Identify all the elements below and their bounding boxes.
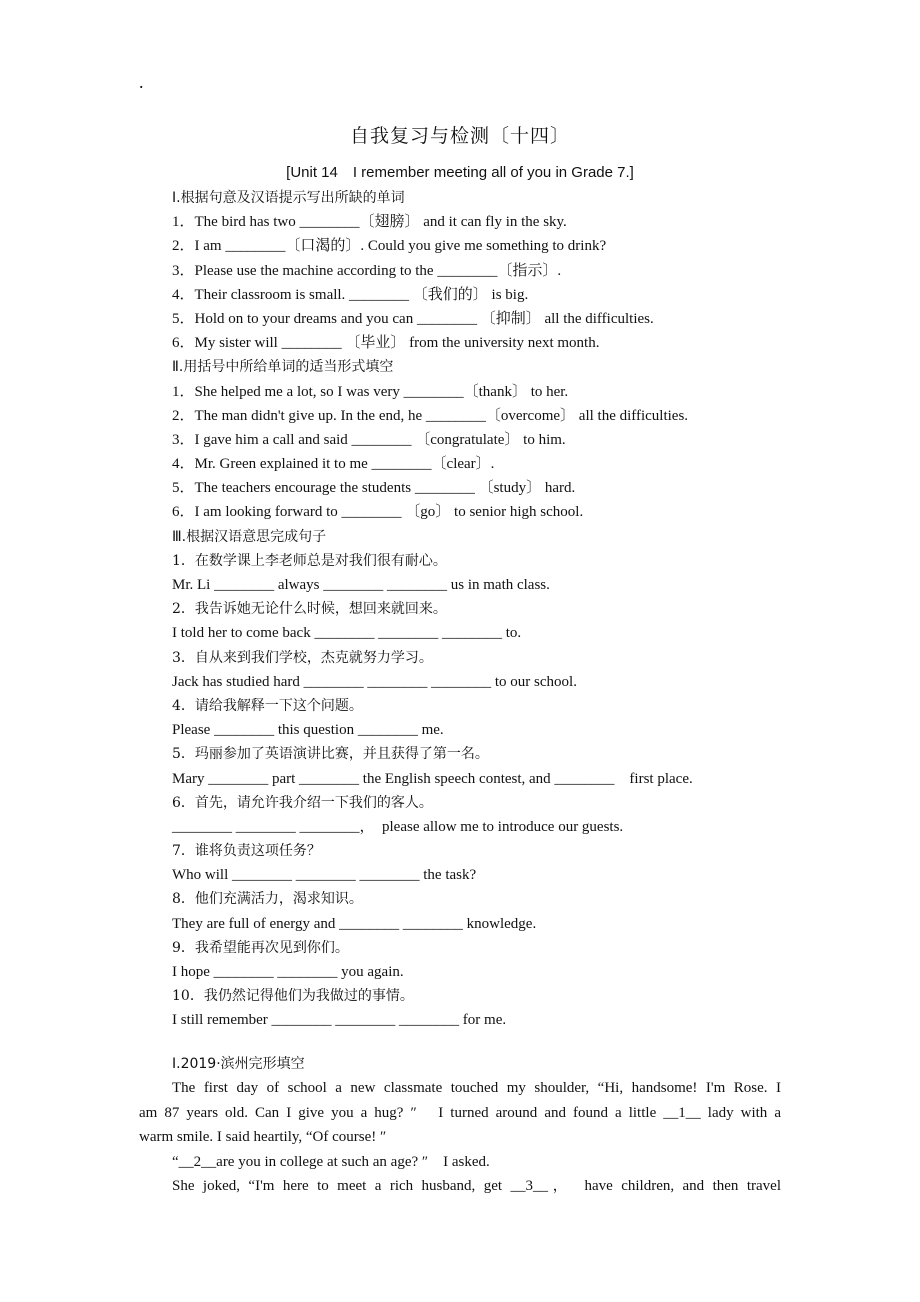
section-2-item: 3．I gave him a call and said ________ 〔congratulate〕 to him.: [172, 431, 566, 448]
section-3-answer-line: I hope ________ ________ you again.: [172, 964, 404, 980]
section-1-item: 1．The bird has two ________〔翅膀〕 and it can fly in the sky.: [172, 214, 567, 231]
section-2-item: 4．Mr. Green explained it to me ________〔clear〕.: [172, 456, 495, 473]
section-1-item: 6．My sister will ________ 〔毕业〕 from the university next month.: [172, 335, 600, 352]
passage-line: “__2__are you in college at such an age? ″ I asked.: [172, 1153, 490, 1170]
section-3-prompt: 1．在数学课上李老师总是对我们很有耐心。: [172, 552, 447, 569]
section-2-item: 6．I am looking forward to ________ 〔go〕 to senior high school.: [172, 504, 584, 521]
section-3-answer-line: I told her to come back ________ ________ ________ to.: [172, 625, 522, 642]
section-1-heading: Ⅰ.根据句意及汉语提示写出所缺的单词: [172, 190, 405, 206]
section-3-prompt: 9．我希望能再次见到你们。: [172, 939, 349, 956]
section-3-prompt: 10．我仍然记得他们为我做过的事情。: [172, 988, 414, 1005]
section-2-item: 5．The teachers encourage the students ________ 〔study〕 hard.: [172, 480, 576, 497]
section-3-prompt: 3．自从来到我们学校，杰克就努力学习。: [172, 649, 433, 666]
section-3-answer-line: ________ ________ ________， please allow me to introduce our guests.: [172, 818, 624, 835]
section-3-heading: Ⅲ.根据汉语意思完成句子: [172, 528, 327, 545]
section-2-heading: Ⅱ.用括号中所给单词的适当形式填空: [172, 359, 394, 376]
section-3-answer-line: Mary ________ part ________ the English speech contest, and ________ first place.: [172, 770, 693, 787]
passage-line: warm smile. I said heartily, “Of course! ″: [139, 1129, 387, 1146]
cloze-passage: [139, 1052, 781, 1198]
section-3-prompt: 4．请给我解释一下这个问题。: [172, 697, 363, 714]
section-3-prompt: 7．谁将负责这项任务？: [172, 843, 321, 860]
exercise-content: [172, 186, 792, 1033]
section-1-item: 5．Hold on to your dreams and you can ________ 〔抑制〕 all the difficulties.: [172, 310, 654, 327]
section-3-prompt: 2．我告诉她无论什么时候，想回来就回来。: [172, 601, 447, 618]
section-3-answer-line: Please ________ this question ________ me.: [172, 722, 444, 739]
page-subtitle: [Unit 14 I remember meeting all of you in Grade 7.]: [286, 164, 634, 181]
section-2-item: 1．She helped me a lot, so I was very ________〔thank〕 to her.: [172, 383, 569, 400]
section-1-item: 4．Their classroom is small. ________ 〔我们的〕 is big.: [172, 286, 529, 303]
passage-line: am 87 years old. Can I give you a hug? ″ I turned around and found a little __1__ lady with a: [139, 1104, 781, 1121]
section-3-prompt: 6．首先，请允许我介绍一下我们的客人。: [172, 794, 433, 811]
section-1-item: 2．I am ________〔口渴的〕. Could you give me something to drink?: [172, 238, 607, 255]
cloze-heading: Ⅰ.2019·滨州完形填空: [172, 1056, 305, 1072]
section-3-answer-line: Mr. Li ________ always ________ ________ us in math class.: [172, 577, 550, 593]
header-dot: .: [139, 72, 144, 92]
section-3-answer-line: I still remember ________ ________ ________ for me.: [172, 1012, 507, 1029]
section-3-prompt: 8．他们充满活力，渴求知识。: [172, 891, 363, 908]
page-title: 自我复习与检测〔十四〕: [349, 125, 570, 147]
section-3-answer-line: They are full of energy and ________ ________ knowledge.: [172, 915, 537, 932]
passage-line: She joked, “I'm here to meet a rich husband, get __3__， have children, and then travel: [172, 1177, 781, 1194]
section-3-answer-line: Jack has studied hard ________ ________ ________ to our school.: [172, 673, 577, 690]
section-1-item: 3．Please use the machine according to the ________〔指示〕.: [172, 262, 562, 279]
section-3-answer-line: Who will ________ ________ ________ the task?: [172, 867, 477, 884]
section-2-item: 2．The man didn't give up. In the end, he ________〔overcome〕 all the difficulties.: [172, 407, 689, 424]
passage-line: The first day of school a new classmate touched my shoulder, “Hi, handsome! I'm Rose. I: [172, 1080, 781, 1097]
section-3-prompt: 5．玛丽参加了英语演讲比赛，并且获得了第一名。: [172, 746, 489, 763]
